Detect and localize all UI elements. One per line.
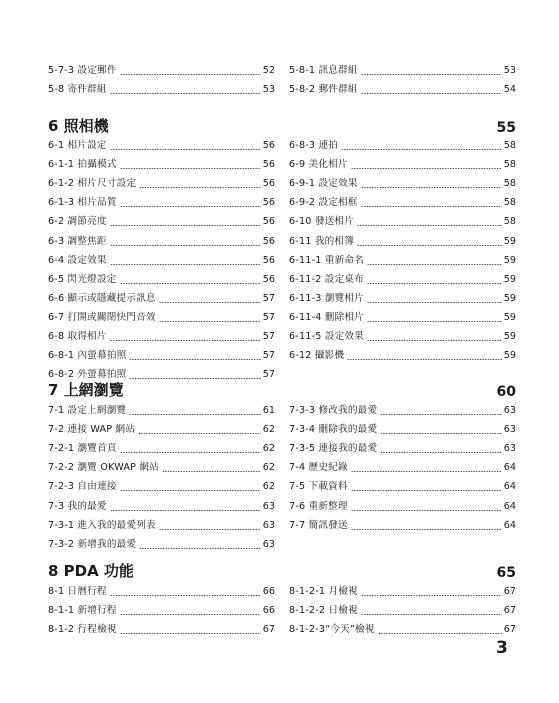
toc-entry[interactable] (48, 138, 275, 152)
toc-entry-page: 67 (503, 605, 516, 617)
toc-entry-page: 64 (503, 519, 516, 531)
toc-entry-label: 6-12 攝影機 (289, 350, 345, 362)
toc-entry-label: 6-4 設定效果 (48, 254, 107, 266)
toc-entry-label: 6-2 調節亮度 (48, 216, 107, 228)
toc-entry-page: 63 (503, 443, 516, 455)
dot-leader (367, 283, 502, 284)
toc-entry-page: 58 (503, 140, 516, 151)
dot-leader (351, 471, 502, 472)
toc-entry[interactable] (289, 176, 516, 190)
toc-entry[interactable] (48, 157, 275, 171)
toc-entry-page: 63 (503, 405, 516, 416)
toc-entry-label: 6-1-3 相片品質 (48, 197, 117, 209)
toc-entry-label: 7-2-1 瀏覽首頁 (48, 443, 117, 455)
toc-entry[interactable] (289, 214, 516, 228)
toc-entry[interactable] (289, 195, 516, 209)
dot-leader (347, 359, 502, 360)
toc-entry-page: 56 (262, 178, 275, 190)
dot-leader (361, 74, 502, 75)
toc-entry-label: 6-11-3 瀏覽相片 (289, 292, 364, 304)
toc-entry-page: 56 (262, 159, 275, 171)
toc-entry-page: 67 (503, 624, 516, 636)
dot-leader (120, 490, 261, 491)
toc-entry-label: 7-6 重新整理 (289, 500, 348, 512)
toc-entry-label: 6-8 取得相片 (48, 331, 107, 342)
toc-entry[interactable] (289, 603, 516, 617)
dot-leader (367, 321, 502, 322)
toc-entry-page: 59 (503, 331, 516, 342)
toc-entry-page: 59 (503, 273, 516, 285)
toc-entry-label: 6-9 美化相片 (289, 159, 348, 171)
toc-entry-label: 6-1 相片設定 (48, 140, 107, 151)
chapter-page: 55 (496, 120, 516, 136)
dot-leader (351, 510, 502, 511)
toc-entry-page: 59 (503, 311, 516, 323)
dot-leader (357, 225, 502, 226)
dot-leader (138, 433, 261, 434)
toc-entry-page: 67 (503, 586, 516, 597)
toc-entry[interactable] (48, 403, 275, 417)
dot-leader (361, 93, 502, 94)
toc-entry[interactable] (289, 348, 516, 362)
dot-leader (341, 149, 502, 150)
toc-entry[interactable] (289, 460, 516, 474)
toc-entry-page: 63 (262, 538, 275, 550)
toc-entry-label: 6-9-2 設定相框 (289, 197, 358, 209)
dot-leader (380, 452, 502, 453)
dot-leader (159, 321, 261, 322)
toc-entry[interactable] (48, 518, 275, 532)
toc-entry[interactable] (48, 479, 275, 493)
toc-entry-label: 6-7 打開或關閉快門音效 (48, 311, 156, 323)
toc-entry-label: 7-3 我的最愛 (48, 500, 107, 512)
toc-entry[interactable] (48, 234, 275, 248)
toc-entry[interactable] (289, 422, 516, 436)
toc-entry-label: 6-8-1 內螢幕拍照 (48, 350, 127, 362)
toc-entry[interactable] (48, 584, 275, 598)
chapter-page: 65 (496, 565, 516, 581)
toc-entry-label: 7-2-2 瀏覽 OKWAP 網站 (48, 462, 159, 474)
toc-entry-page: 59 (503, 235, 516, 247)
toc-entry-page: 61 (262, 405, 275, 416)
dot-leader (159, 529, 261, 530)
toc-entry[interactable] (289, 441, 516, 455)
toc-entry[interactable] (48, 622, 275, 636)
toc-entry-page: 67 (262, 624, 275, 636)
toc-entry-page: 66 (262, 605, 275, 617)
toc-entry-page: 62 (262, 462, 275, 474)
toc-entry-page: 57 (262, 311, 275, 323)
toc-entry[interactable] (289, 291, 516, 305)
toc-entry[interactable] (289, 272, 516, 286)
dot-leader (159, 302, 261, 303)
chapter-title: 7 上網瀏覽 (48, 381, 124, 399)
chapter-heading (48, 116, 516, 136)
toc-entry-label: 6-1-2 相片尺寸設定 (48, 178, 137, 190)
dot-leader (110, 93, 261, 94)
toc-entry-label: 8-1-2-2 日檢視 (289, 605, 358, 617)
dot-leader (110, 264, 261, 265)
toc-entry-page: 57 (262, 350, 275, 362)
toc-entry[interactable] (48, 310, 275, 324)
toc-entry-page: 58 (503, 159, 516, 171)
toc-entry[interactable] (48, 291, 275, 305)
toc-entry-label: 7-2 連接 WAP 網站 (48, 424, 136, 436)
toc-entry-label: 6-10 發送相片 (289, 216, 354, 228)
toc-entry-page: 63 (262, 519, 275, 531)
dot-leader (120, 283, 261, 284)
toc-entry[interactable] (48, 82, 275, 96)
chapter-page: 60 (496, 384, 516, 400)
dot-leader (367, 302, 502, 303)
dot-leader (380, 414, 502, 415)
toc-entry-page: 59 (503, 254, 516, 266)
toc-entry-label: 7-3-2 新增我的最愛 (48, 538, 137, 550)
dot-leader (380, 433, 502, 434)
chapter-title: 8 PDA 功能 (48, 562, 134, 580)
toc-entry-label: 8-1-2-3“今天”檢視 (289, 624, 375, 636)
toc-entry[interactable] (48, 441, 275, 455)
toc-entry-label: 6-3 調整焦距 (48, 235, 107, 247)
toc-entry[interactable] (289, 518, 516, 532)
toc-entry-label: 6-11-4 刪除相片 (289, 311, 364, 323)
toc-entry-page: 57 (262, 292, 275, 304)
toc-entry[interactable] (48, 537, 275, 551)
toc-entry-label: 5-8-2 郵件群組 (289, 84, 358, 96)
toc-entry[interactable] (289, 82, 516, 96)
toc-entry-page: 54 (503, 84, 516, 96)
toc-entry-label: 7-3-3 修改我的最愛 (289, 405, 378, 416)
toc-entry-label: 6-8-2 外螢幕拍照 (48, 369, 127, 381)
toc-entry[interactable] (289, 622, 516, 636)
dot-leader (351, 490, 502, 491)
dot-leader (162, 471, 261, 472)
toc-entry-page: 59 (503, 292, 516, 304)
dot-leader (361, 595, 502, 596)
dot-leader (129, 414, 260, 415)
toc-entry-page: 59 (503, 350, 516, 362)
toc-entry[interactable] (48, 195, 275, 209)
toc-entry-page: 64 (503, 462, 516, 474)
toc-entry[interactable] (48, 63, 275, 77)
toc-entry-label: 8-1-2-1 月檢視 (289, 586, 358, 597)
toc-entry-label: 7-3-4 刪除我的最愛 (289, 424, 378, 436)
toc-entry-page: 62 (262, 443, 275, 455)
toc-entry-label: 8-1-2 行程檢視 (48, 624, 117, 636)
dot-leader (120, 206, 261, 207)
chapter-heading (48, 561, 516, 581)
toc-entry-page: 56 (262, 235, 275, 247)
toc-entry[interactable] (289, 584, 516, 598)
toc-entry-page: 63 (262, 500, 275, 512)
dot-leader (139, 548, 261, 549)
chapter-heading (48, 380, 516, 400)
toc-entry[interactable] (48, 348, 275, 362)
toc-entry-page: 64 (503, 481, 516, 493)
dot-leader (120, 614, 261, 615)
toc-entry-page: 56 (262, 254, 275, 266)
dot-leader (120, 168, 261, 169)
toc-entry[interactable] (48, 499, 275, 513)
toc-entry-label: 8-1 日曆行程 (48, 586, 107, 597)
dot-leader (357, 245, 502, 246)
toc-entry[interactable] (289, 310, 516, 324)
toc-entry-label: 5-8-1 訊息群組 (289, 65, 358, 76)
dot-leader (139, 187, 261, 188)
dot-leader (361, 206, 502, 207)
dot-leader (361, 187, 502, 188)
toc-entry[interactable] (48, 422, 275, 436)
toc-entry-label: 7-7 簡訊發送 (289, 519, 348, 531)
dot-leader (110, 340, 261, 341)
toc-entry[interactable] (289, 63, 516, 77)
toc-entry-page: 53 (262, 84, 275, 96)
toc-entry[interactable] (48, 329, 275, 343)
toc-entry-page: 57 (262, 369, 275, 381)
toc-entry[interactable] (289, 403, 516, 417)
toc-entry[interactable] (48, 214, 275, 228)
toc-entry[interactable] (289, 499, 516, 513)
toc-entry-page: 53 (503, 65, 516, 76)
dot-leader (110, 245, 261, 246)
toc-entry[interactable] (48, 253, 275, 267)
toc-entry-page: 56 (262, 216, 275, 228)
dot-leader (120, 74, 261, 75)
toc-entry[interactable] (48, 603, 275, 617)
toc-entry[interactable] (48, 272, 275, 286)
toc-entry-label: 6-11-5 設定效果 (289, 331, 364, 342)
toc-entry-page: 58 (503, 216, 516, 228)
dot-leader (110, 595, 261, 596)
toc-entry-page: 58 (503, 178, 516, 190)
toc-entry-label: 6-11 我的相簿 (289, 235, 354, 247)
dot-leader (110, 510, 261, 511)
dot-leader (378, 633, 502, 634)
dot-leader (367, 264, 502, 265)
toc-entry-label: 6-9-1 設定效果 (289, 178, 358, 190)
toc-entry-label: 7-2-3 自由連接 (48, 481, 117, 493)
toc-entry-label: 6-5 閃光燈設定 (48, 273, 117, 285)
dot-leader (120, 633, 261, 634)
toc-entry[interactable] (289, 253, 516, 267)
toc-entry-label: 6-11-2 設定桌布 (289, 273, 364, 285)
toc-entry-page: 62 (262, 424, 275, 436)
toc-entry[interactable] (289, 157, 516, 171)
toc-entry[interactable] (48, 176, 275, 190)
toc-entry-page: 58 (503, 197, 516, 209)
dot-leader (110, 149, 261, 150)
toc-entry-page: 56 (262, 140, 275, 151)
dot-leader (361, 614, 502, 615)
toc-entry-page: 56 (262, 273, 275, 285)
page-number: 3 (496, 638, 508, 658)
toc-entry-page: 66 (262, 586, 275, 597)
toc-entry-label: 7-4 歷史紀錄 (289, 462, 348, 474)
toc-entry-label: 5-8 寄件群組 (48, 84, 107, 96)
toc-entry-label: 7-3-1 進入我的最愛列表 (48, 519, 156, 531)
toc-entry-page: 63 (503, 424, 516, 436)
toc-entry[interactable] (289, 479, 516, 493)
toc-entry-page: 62 (262, 481, 275, 493)
toc-entry[interactable] (48, 460, 275, 474)
toc-entry-label: 8-1-1 新增行程 (48, 605, 117, 617)
toc-entry[interactable] (289, 234, 516, 248)
toc-entry-label: 6-11-1 重新命名 (289, 254, 364, 266)
toc-entry-label: 6-1-1 拍攝模式 (48, 159, 117, 171)
toc-entry-page: 57 (262, 331, 275, 342)
dot-leader (129, 359, 260, 360)
toc-entry-label: 5-7-3 設定郵件 (48, 65, 117, 76)
toc-entry-label: 7-5 下載資料 (289, 481, 348, 493)
toc-entry-page: 52 (262, 65, 275, 76)
toc-entry[interactable] (289, 329, 516, 343)
toc-entry-label: 7-1 設定上網瀏覽 (48, 405, 127, 416)
dot-leader (351, 529, 502, 530)
toc-entry-page: 64 (503, 500, 516, 512)
chapter-title: 6 照相機 (48, 117, 109, 135)
dot-leader (110, 225, 261, 226)
toc-entry[interactable] (289, 138, 516, 152)
toc-entry-label: 6-6 顯示或隱藏提示訊息 (48, 292, 156, 304)
dot-leader (120, 452, 261, 453)
dot-leader (367, 340, 502, 341)
toc-entry-label: 7-3-5 連接我的最愛 (289, 443, 378, 455)
toc-entry-page: 56 (262, 197, 275, 209)
dot-leader (351, 168, 502, 169)
toc-entry-label: 6-8-3 連拍 (289, 140, 339, 151)
